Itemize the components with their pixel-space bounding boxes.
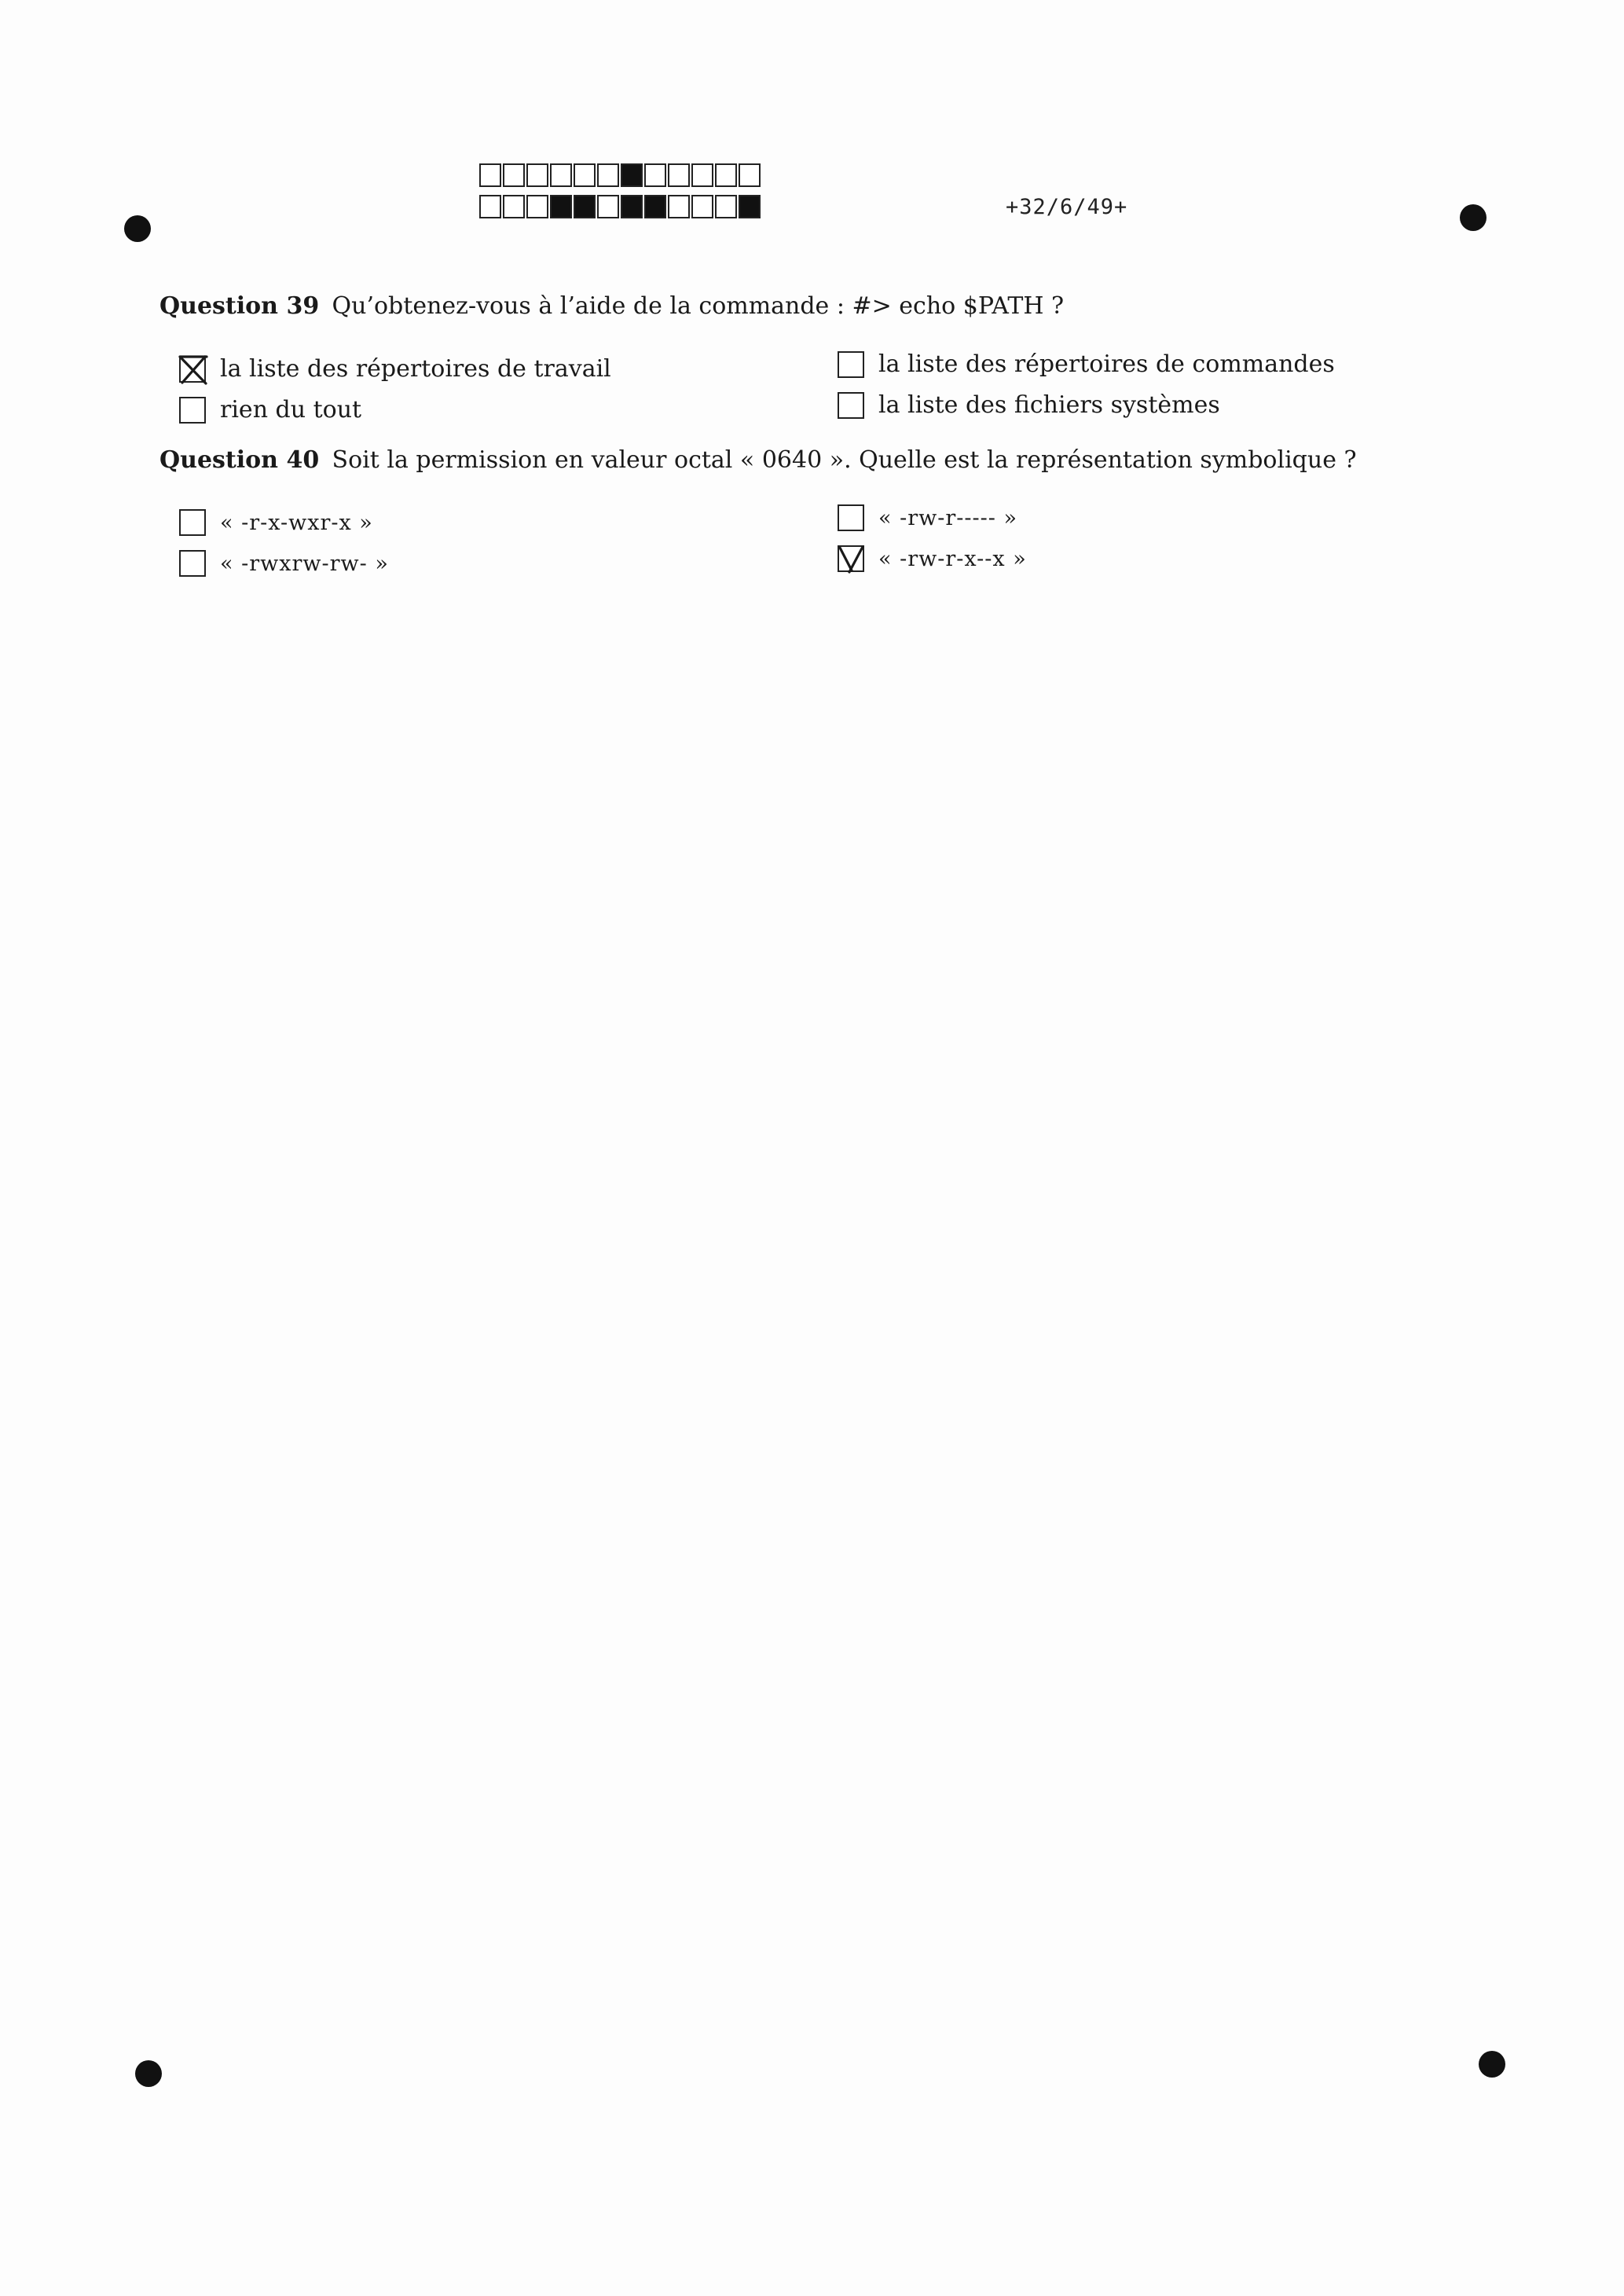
checkbox[interactable] [838, 351, 864, 378]
registration-mark-top-right [1460, 204, 1487, 231]
student-id-barcode [479, 163, 762, 226]
answer-option[interactable] [179, 509, 373, 536]
question-39 [159, 292, 1064, 320]
option-label: « -rw-r-x--x » [878, 546, 1027, 571]
answer-option[interactable] [179, 355, 611, 383]
cross-mark-icon [178, 354, 209, 386]
barcode-cell-filled [621, 163, 643, 187]
registration-mark-bottom-right [1479, 2051, 1505, 2078]
question-text: Qu’obtenez-vous à l’aide de la commande : #> echo $PATH ? [332, 292, 1065, 320]
answer-option[interactable] [838, 391, 1220, 419]
barcode-cell-empty [526, 195, 548, 218]
question-label: Question 39 [159, 292, 320, 320]
barcode-cell-filled [574, 195, 596, 218]
barcode-cell-empty [691, 163, 713, 187]
barcode-cell-empty [691, 195, 713, 218]
registration-mark-top-left [124, 215, 151, 242]
answer-option[interactable] [179, 396, 361, 424]
question-label: Question 40 [159, 446, 320, 474]
barcode-cell-filled [621, 195, 643, 218]
barcode-cell-empty [503, 163, 525, 187]
barcode-cell-empty [715, 195, 737, 218]
barcode-cell-filled [644, 195, 666, 218]
registration-mark-bottom-left [135, 2060, 162, 2087]
barcode-cell-empty [526, 163, 548, 187]
barcode-cell-empty [597, 195, 619, 218]
barcode-cell-empty [668, 195, 690, 218]
answer-option[interactable] [838, 350, 1335, 378]
barcode-cell-empty [715, 163, 737, 187]
barcode-cell-empty [739, 163, 761, 187]
barcode-cell-empty [479, 163, 501, 187]
barcode-row [479, 163, 762, 190]
question-text: Soit la permission en valeur octal « 0640 ». Quelle est la représentation symbolique ? [332, 446, 1357, 474]
barcode-row [479, 195, 762, 222]
option-label: la liste des répertoires de commandes [878, 350, 1335, 378]
check-mark-icon [836, 544, 867, 575]
checkbox-checked[interactable] [179, 356, 206, 383]
barcode-cell-empty [503, 195, 525, 218]
option-label: « -r-x-wxr-x » [220, 510, 373, 535]
option-label: la liste des répertoires de travail [220, 355, 611, 383]
checkbox[interactable] [838, 392, 864, 419]
checkbox[interactable] [179, 550, 206, 577]
checkbox-checked[interactable] [838, 545, 864, 572]
question-40 [159, 446, 1357, 474]
option-label: « -rw-r----- » [878, 505, 1017, 530]
option-label: rien du tout [220, 396, 362, 424]
barcode-cell-empty [668, 163, 690, 187]
barcode-cell-empty [597, 163, 619, 187]
checkbox[interactable] [179, 397, 206, 424]
page-code: +32/6/49+ [1006, 195, 1128, 219]
answer-option[interactable] [838, 545, 1027, 572]
barcode-cell-empty [550, 163, 572, 187]
checkbox[interactable] [179, 509, 206, 536]
checkbox[interactable] [838, 504, 864, 531]
option-label: la liste des fichiers systèmes [878, 391, 1220, 419]
barcode-cell-filled [550, 195, 572, 218]
barcode-cell-empty [644, 163, 666, 187]
option-label: « -rwxrw-rw- » [220, 551, 389, 576]
barcode-cell-empty [479, 195, 501, 218]
answer-option[interactable] [838, 504, 1017, 531]
barcode-cell-empty [574, 163, 596, 187]
barcode-cell-filled [739, 195, 761, 218]
answer-option[interactable] [179, 550, 389, 577]
